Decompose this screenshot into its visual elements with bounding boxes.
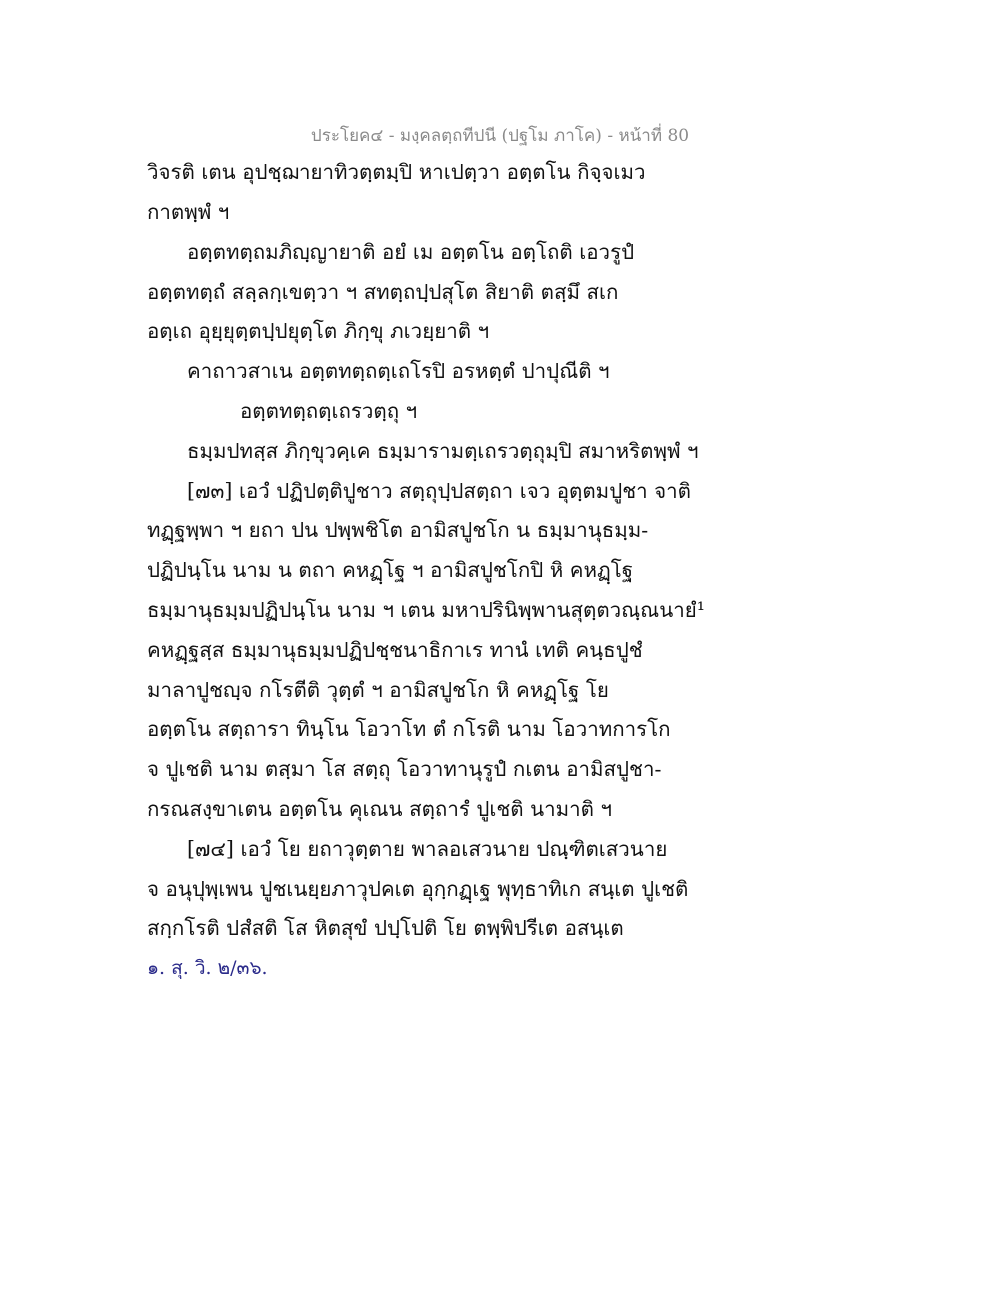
page-header: ประโยค๔ - มงฺคลตฺถทีปนี (ปฐโม ภาโค) - หน้าที่ 80 xyxy=(310,126,690,146)
text-line: จ อนุปุพฺเพน ปูชเนยฺยภาวุปคเต อุกฺกฏฺเฐ พุทฺธาทิเก สนฺเต ปูเชติ xyxy=(147,877,689,901)
text-line: วิจรติ เตน อุปชฺฌายาทิวตฺตมฺปิ หาเปตฺวา อตฺตโน กิจฺจเมว xyxy=(147,160,646,184)
text-line: [๗๓] เอวํ ปฏิปตฺติปูชาว สตฺถุปฺปสตฺถา เจว อุตฺตมปูชา จาติ xyxy=(187,479,691,503)
text-line: [๗๔] เอวํ โย ยถาวุตฺตาย พาลอเสวนาย ปณฺฑิตเสวนาย xyxy=(187,837,668,861)
text-line: อตฺตโน สตฺถารา ทินฺโน โอวาโท ตํ กโรติ นาม โอวาทการโก xyxy=(147,717,671,741)
text-line: จ ปูเชติ นาม ตสฺมา โส สตฺถุ โอวาทานุรูปํ กเตน อามิสปูชา- xyxy=(147,757,662,781)
text-line: กรณสงฺขาเตน อตฺตโน คุเณน สตฺถารํ ปูเชติ นามาติ ฯ xyxy=(147,797,613,821)
text-line: อตฺเถ อุยฺยุตฺตปฺปยุตฺโต ภิกฺขุ ภเวยฺยาติ ฯ xyxy=(147,319,490,343)
text-line: สกฺกโรติ ปสํสติ โส หิตสุขํ ปปฺโปติ โย ตพฺพิปรีเต อสนฺเต xyxy=(147,916,624,940)
text-line: คาถาวสาเน อตฺตทตฺถตฺเถโรปิ อรหตฺตํ ปาปุณีติ ฯ xyxy=(187,359,610,383)
text-line: ปฏิปนฺโน นาม น ตถา คหฏฺโฐ ฯ อามิสปูชโกปิ หิ คหฏฺโฐ xyxy=(147,558,634,582)
text-line: ทฏฺฐพฺพา ฯ ยถา ปน ปพฺพชิโต อามิสปูชโก น ธมฺมานุธมฺม- xyxy=(147,518,649,542)
text-line: อตฺตทตฺถํ สลฺลกฺเขตฺวา ฯ สทตฺถปฺปสุโต สิยาติ ตสฺมึ สเก xyxy=(147,280,619,304)
text-line: มาลาปูชญฺจ กโรตีติ วุตฺตํ ฯ อามิสปูชโก หิ คหฏฺโฐ โย xyxy=(147,678,609,702)
text-line: ธมฺมานุธมฺมปฏิปนฺโน นาม ฯ เตน มหาปรินิพฺพานสุตฺตวณฺณนายํ¹ xyxy=(147,598,705,622)
text-line: อตฺตทตฺถตฺเถรวตฺถุ ฯ xyxy=(240,399,418,423)
footnote: ๑. สุ. วิ. ๒/๓๖. xyxy=(147,957,268,979)
text-line: ธมฺมปทสฺส ภิกฺขุวคฺเค ธมฺมารามตฺเถรวตฺถุมฺปิ สมาหริตพฺพํ ฯ xyxy=(187,439,699,463)
text-line: อตฺตทตฺถมภิญฺญายาติ อยํ เม อตฺตโน อตฺโถติ เอวรูปํ xyxy=(187,240,635,264)
text-line: กาตพฺพํ ฯ xyxy=(147,200,230,224)
text-line: คหฏฺฐสฺส ธมฺมานุธมฺมปฏิปชฺชนาธิกาเร ทานํ เทติ คนฺธปูชํ xyxy=(147,638,643,662)
